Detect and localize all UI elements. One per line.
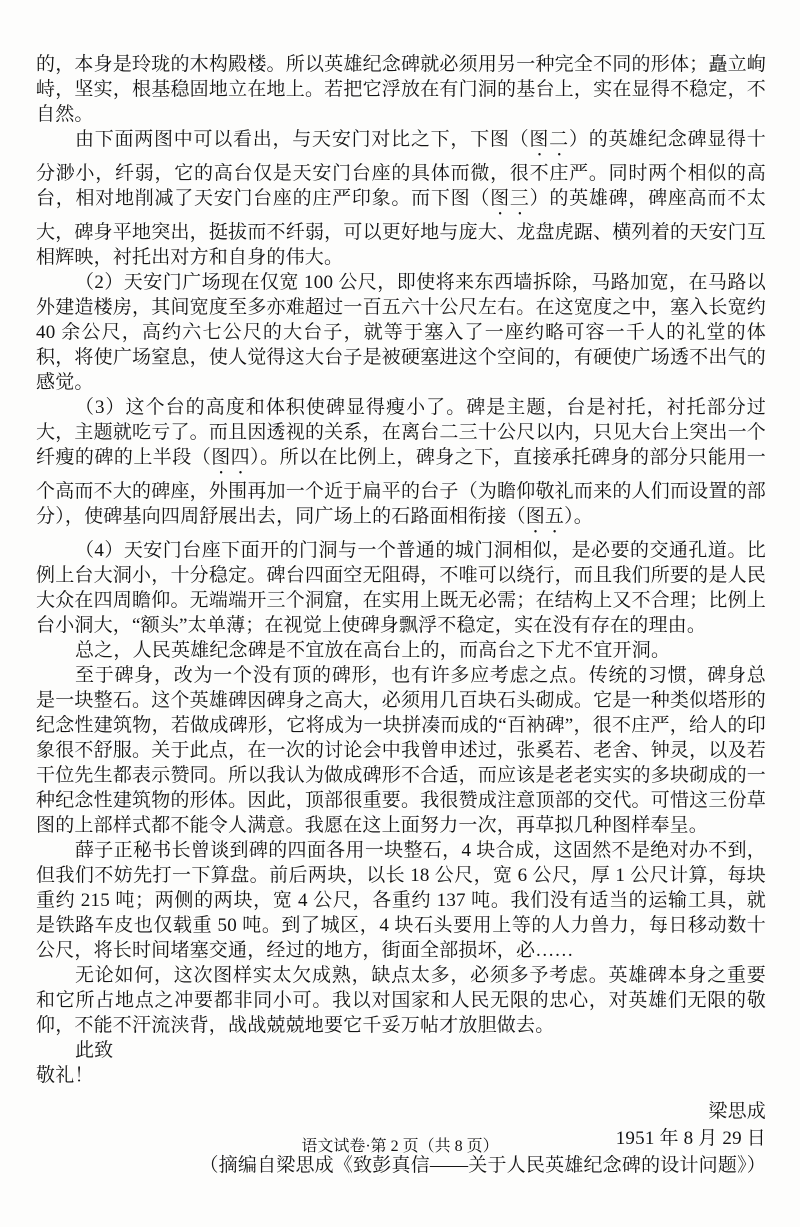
source-note: （摘编自梁思成《致彭真信——关于人民英雄纪念碑的设计问题》） [199, 1155, 766, 1176]
paragraph-text: ）的英雄碑，碑座高而不太大，碑身平地突出，挺拔而不纤弱，可以更好地与庞大、龙盘虎踞、横列着的天安门互相辉映，衬托出对方和自身的伟大。 [36, 188, 766, 268]
emphasis-text: 图四 [211, 447, 251, 468]
paragraph-text: 总之，人民英雄纪念碑是不宜放在高台上的，而高台之下尤不宜开洞。 [74, 640, 671, 661]
page-footer: 语文试卷·第 2 页（共 8 页） [301, 1138, 499, 1155]
paragraph-text: ）。 [564, 506, 594, 527]
letter-paragraph [36, 270, 766, 395]
letter-paragraph [36, 52, 766, 127]
letter-paragraph [36, 395, 766, 538]
paragraph-text: ）的英雄纪念碑显得十分渺小，纤弱，它的高台仅是天安门台座的具体而微，很不庄严。同时两个相似的高台，相对地削减了天安门台座的庄严印象。而下图（ [36, 129, 766, 209]
emphasis-text: 图二 [529, 129, 569, 150]
letter-content [36, 52, 766, 1179]
signature-date: 1951 年 8 月 29 日 [615, 1128, 766, 1149]
paragraph-text: （3）这个台的高度和体积使碑显得瘦小了。碑是主题，台是衬托，衬托部分过大，主题就吃亏了。而且因透视的关系，在离台二三十公尺以内，只见大台上突出一个纤瘦的碑的上半段（ [36, 397, 766, 468]
letter-body [36, 52, 766, 1038]
letter-paragraph [36, 638, 766, 663]
valediction-jingli: 敬礼！ [36, 1065, 94, 1086]
paragraph-text: （4）天安门台座下面开的门洞与一个普通的城门洞相似，是必要的交通孔道。比例上台大洞小，十分稳定。碑台四面空无阻碍，不唯可以绕行，而且我们所要的是人民大众在四周瞻仰。无端端开三个洞窟，在实用上既无必需；在结构上又不合理；比例上台小洞大，“额头”太单薄；在视觉上使碑身飘浮不稳定，实在没有存在的理由。 [36, 540, 766, 636]
letter-paragraph [36, 963, 766, 1038]
letter-paragraph [36, 538, 766, 638]
paragraph-text: （2）天安门广场现在仅宽 100 公尺，即使将来东西墙拆除，马路加宽，在马路以外建造楼房，其间宽度至多亦难超过一百五六十公尺左右。在这宽度之中，塞入长宽约 40 余公尺，高约六七公尺的大台子，就等于塞入了一座约略可容一千人的礼堂的体积，将使广场窒息，使人觉得这大台子是被硬塞进这个空间的，有硬使广场透不出气的感觉。 [36, 272, 766, 393]
letter-paragraph [36, 838, 766, 963]
paragraph-text: 无论如何，这次图样实太欠成熟，缺点太多，必须多予考虑。英雄碑本身之重要和它所占地点之冲要都非同小可。我以对国家和人民无限的忠心，对英雄们无限的敬仰，不能不汗流浃背，战战兢兢地要它千妥万帖才放胆做去。 [36, 965, 766, 1036]
paragraph-text: 由下面两图中可以看出，与天安门对比之下，下图（ [74, 129, 530, 150]
paragraph-text: 至于碑身，改为一个没有顶的碑形，也有许多应考虑之点。传统的习惯，碑身总是一块整石。这个英雄碑因碑身之高大，必须用几百块石头砌成。它是一种类似塔形的纪念性建筑物，若做成碑形，它将成为一块拼凑而成的“百衲碑”，很不庄严，给人的印象很不舒服。关于此点，在一次的讨论会中我曾申述过，张奚若、老舍、钟灵，以及若干位先生都表示赞同。所以我认为做成碑形不合适，而应该是老老实实的多块砌成的一种纪念性建筑物的形体。因此，顶部很重要。我很赞成注意顶部的交代。可惜这三份草图的上部样式都不能令人满意。我愿在这上面努力一次，再草拟几种图样奉呈。 [36, 665, 766, 836]
letter-paragraph [36, 127, 766, 270]
emphasis-text: 图五 [525, 506, 565, 527]
paragraph-text: 的，本身是玲珑的木构殿楼。所以英雄纪念碑就必须用另一种完全不同的形体；矗立峋峙，坚实，根基稳固地立在地上。若把它浮放在有门洞的基台上，实在显得不稳定，不自然。 [36, 54, 766, 125]
letter-paragraph [36, 663, 766, 838]
paragraph-text: ）。所以在比例上，碑身之下，直接承托碑身的部分只能用一个高而不大的碑座，外围再加一个近于扁平的台子（为瞻仰敬礼而来的人们而设置的部分），使碑基向四周舒展出去，同广场上的石路面相衔接（ [36, 447, 766, 527]
signature-name: 梁思成 [708, 1101, 766, 1122]
valediction-cizhi: 此致 [74, 1040, 114, 1061]
emphasis-text: 图三 [490, 188, 530, 209]
paragraph-text: 薛子正秘书长曾谈到碑的四面各用一块整石，4 块合成，这固然不是绝对办不到，但我们不妨先打一下算盘。前后两块，以长 18 公尺，宽 6 公尺，厚 1 公尺计算，每块重约 215 吨；两侧的两块，宽 4 公尺，各重约 137 吨。我们没有适当的运输工具，就是铁路车皮也仅载重 50 吨。到了城区，4 块石头要用上等的人力兽力，每日移动数十公尺，将长时间堵塞交通，经过的地方，街面全部损坏，必…… [36, 840, 766, 961]
